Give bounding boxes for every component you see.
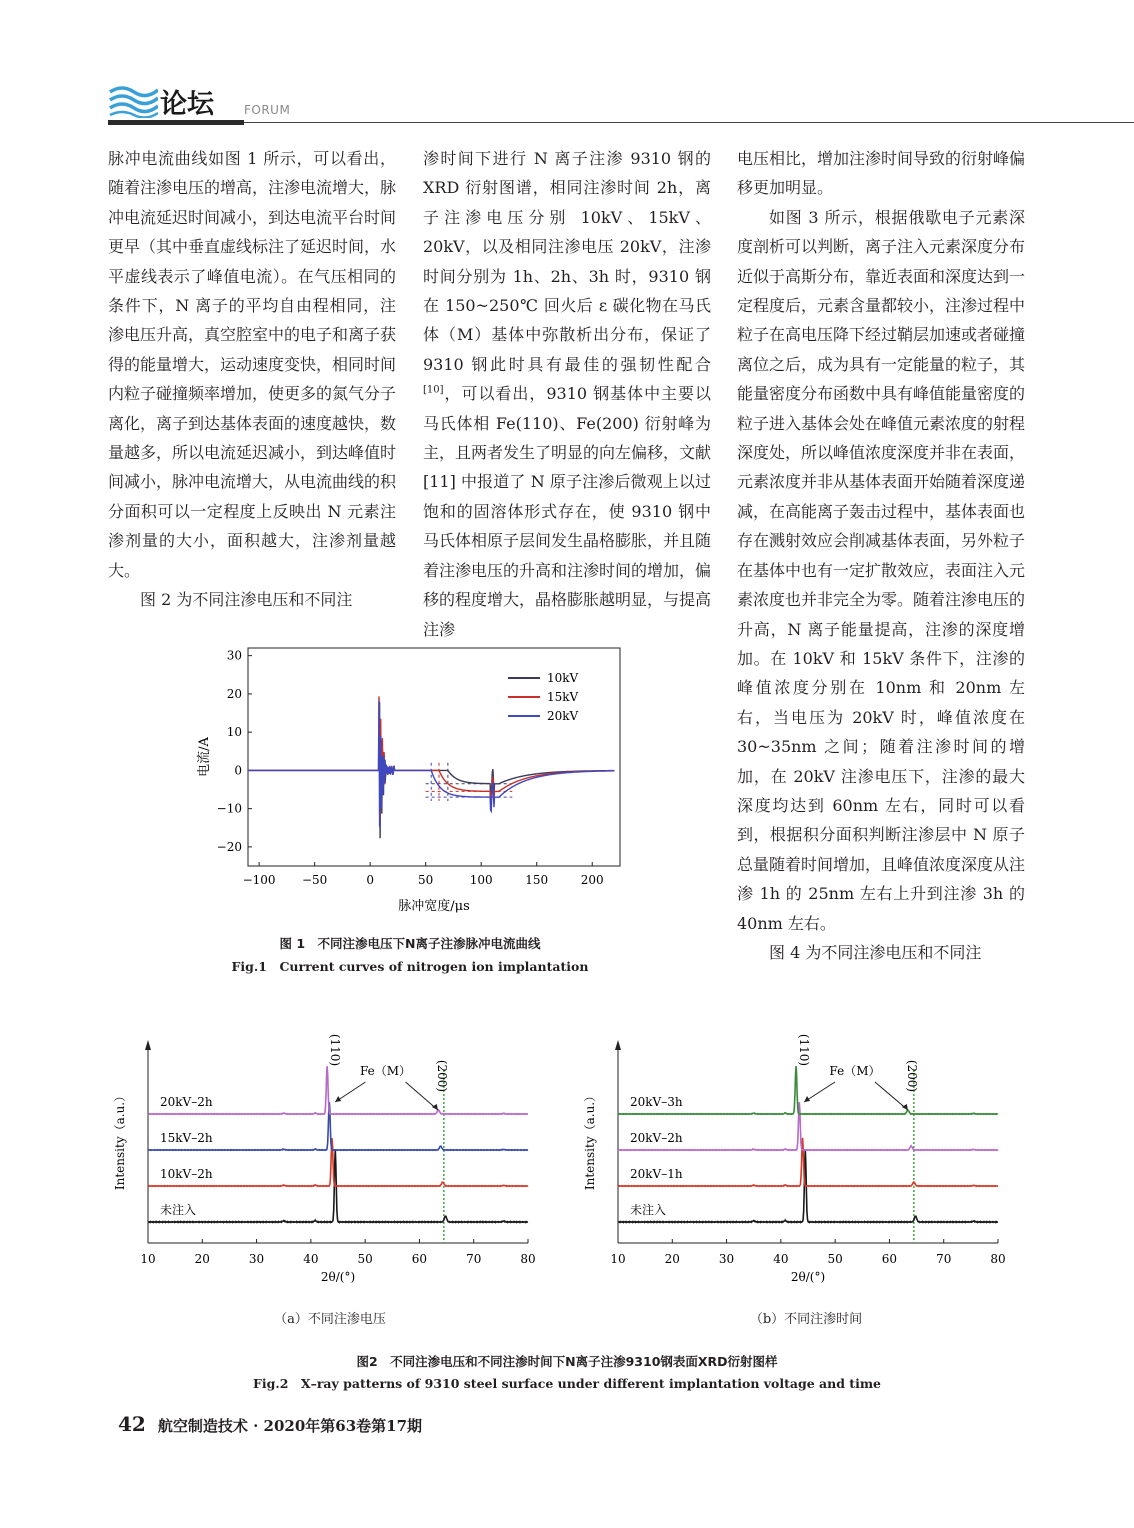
page-number: 42 bbox=[118, 1412, 146, 1436]
series-label-未注入: 未注入 bbox=[630, 1203, 667, 1217]
figure-1-current-chart bbox=[190, 638, 630, 918]
figure-2-caption-en: Fig.2 X–ray patterns of 9310 steel surface under different implantation voltage and time bbox=[252, 1376, 882, 1391]
page-footer bbox=[118, 1412, 422, 1436]
series-label-15kV–2h: 15kV–2h bbox=[160, 1131, 213, 1145]
x-tick-label: 40 bbox=[303, 1252, 319, 1266]
series-label-20kV–1h: 20kV–1h bbox=[630, 1167, 683, 1181]
section-title-en: FORUM bbox=[244, 103, 291, 117]
section-title: 论坛 bbox=[160, 89, 214, 120]
y-tick-label: 20 bbox=[226, 686, 242, 701]
y-axis-arrow-icon bbox=[145, 1040, 151, 1050]
series-label-未注入: 未注入 bbox=[160, 1203, 197, 1217]
peak-label-110: (110) bbox=[328, 1033, 343, 1067]
y-axis-label: 电流/A bbox=[197, 737, 212, 777]
citation-ref: [10] bbox=[423, 384, 444, 396]
phase-label: Fe（M） bbox=[829, 1064, 881, 1078]
y-axis-label: Intensity（a.u.） bbox=[113, 1089, 127, 1191]
arrow-line-200 bbox=[875, 1082, 908, 1110]
arrow-head-icon bbox=[902, 1104, 908, 1110]
y-tick-label: 0 bbox=[234, 763, 242, 778]
paragraph: 如图 3 所示，根据俄歇电子元素深度剖析可以判断，离子注入元素深度分布近似于高斯分布，靠近表面和深度达到一定程度后，元素含量都较小，注渗过程中粒子在高电压降下经过鞘层加速或者碰撞离位之后，成为具有一定能量的粒子，其能量密度分布函数中具有峰值能量密度的粒子进入基体会处在峰值元素浓度的射程深度处，所以峰值浓度深度并非在表面，元素浓度并非从基体表面开始随着深度递减，在高能离子轰击过程中，基体表面也存在溅射效应会削减基体表面，另外粒子在基体中也有一定扩散效应，表面注入元素浓度也并非完全为零。随着注渗电压的升高，N 离子能量提高，注渗的深度增加。在 10kV 和 15kV 条件下，注渗的峰值浓度分别在 10nm 和 20nm 左右，当电压为 20kV 时，峰值浓度在 30~35nm 之间；随着注渗时间的增加，在 20kV 注渗电压下，注渗的最大深度均达到 60nm 左右，同时可以看到，根据积分面积判断注渗层中 N 原子总量随着时间增加，且峰值浓度深度从注渗 1h 的 25nm 左右上升到注渗 3h 的 40nm 左右。 bbox=[737, 207, 1026, 933]
x-tick-label: 20 bbox=[664, 1252, 680, 1266]
paragraph: 脉冲电流曲线如图 1 所示，可以看出，随着注渗电压的增高，注渗电流增大，脉冲电流延迟时间减小，到达电流平台时间更早（其中垂直虚线标注了延迟时间，水平虚线表示了峰值电流）。在气压相同的条件下，N 离子的平均自由程相同，注渗电压升高，真空腔室中的电子和离子获得的能量增大，运动速度变快，相同时间内粒子碰撞频率增加，使更多的氮气分子离化，离子到达基体表面的速度越快，数量越多，所以电流延迟减小，到达峰值时间减小，脉冲电流增大，从电流曲线的积分面积可以一定程度上反映出 N 元素注渗剂量的大小，面积越大，注渗剂量越大。 bbox=[108, 149, 397, 580]
x-tick-label: 30 bbox=[248, 1252, 265, 1266]
peak-label-200: (200) bbox=[434, 1059, 449, 1093]
x-tick-label: 150 bbox=[525, 873, 549, 887]
y-tick-label: −10 bbox=[216, 801, 242, 816]
x-tick-label: 60 bbox=[881, 1252, 898, 1266]
x-axis-label: 2θ/(°) bbox=[790, 1270, 826, 1284]
text-column-2 bbox=[423, 144, 711, 644]
paragraph bbox=[423, 144, 711, 644]
x-tick-label: 60 bbox=[411, 1252, 428, 1266]
figure-2b-xrd-chart bbox=[578, 1030, 1018, 1288]
figure-1-caption-cn: 图 1 不同注渗电压下N离子注渗脉冲电流曲线 bbox=[279, 936, 541, 951]
x-tick-label: 70 bbox=[936, 1252, 952, 1266]
legend-label-20kV: 20kV bbox=[547, 709, 579, 723]
y-axis-label: Intensity（a.u.） bbox=[583, 1089, 597, 1191]
paragraph: 电压相比，增加注渗时间导致的衍射峰偏移更加明显。 bbox=[737, 149, 1026, 198]
x-axis-label: 2θ/(°) bbox=[320, 1270, 356, 1284]
figure-2b-subcaption: （b）不同注渗时间 bbox=[749, 1312, 863, 1327]
x-tick-label: 50 bbox=[357, 1252, 373, 1266]
x-tick-label: 30 bbox=[718, 1252, 735, 1266]
series-label-20kV–2h: 20kV–2h bbox=[160, 1095, 213, 1109]
x-tick-label: 10 bbox=[610, 1252, 626, 1266]
x-tick-label: 80 bbox=[990, 1252, 1006, 1266]
x-tick-label: 70 bbox=[466, 1252, 482, 1266]
x-tick-label: 10 bbox=[140, 1252, 156, 1266]
y-axis-arrow-icon bbox=[615, 1040, 621, 1050]
paragraph: 图 2 为不同注渗电压和不同注 bbox=[140, 590, 353, 610]
journal-info: 航空制造技术 · 2020年第63卷第17期 bbox=[157, 1417, 423, 1435]
figure-2a-xrd-chart bbox=[108, 1030, 548, 1288]
legend-label-10kV: 10kV bbox=[547, 671, 579, 685]
arrow-head-icon bbox=[432, 1104, 438, 1110]
x-axis-label: 脉冲宽度/μs bbox=[398, 899, 470, 914]
text-column-1 bbox=[108, 144, 396, 615]
x-tick-label: 0 bbox=[366, 873, 374, 887]
paragraph-text: 渗时间下进行 N 离子注渗 9310 钢的 XRD 衍射图谱，相同注渗时间 2h，离子注渗电压分别 10kV、15kV、20kV，以及相同注渗电压 20kV，注渗时间分别为 1h、2h、3h 时，9310 钢在 150~250℃ 回火后 ε 碳化物在马氏体（M）基体中弥散析出分布，保证了 9310 钢此时具有最佳的强韧性配合 bbox=[423, 149, 711, 374]
page-header bbox=[108, 78, 1134, 126]
x-tick-label: 50 bbox=[418, 873, 434, 887]
figure-1-caption-en: Fig.1 Current curves of nitrogen ion implantation bbox=[231, 959, 589, 974]
y-tick-label: 30 bbox=[226, 648, 242, 663]
figure-2a-subcaption: （a）不同注渗电压 bbox=[274, 1312, 386, 1327]
series-label-20kV–2h: 20kV–2h bbox=[630, 1131, 683, 1145]
header-rule-thin bbox=[244, 122, 1134, 123]
peak-label-200: (200) bbox=[904, 1059, 919, 1093]
text-column-3 bbox=[737, 144, 1025, 967]
phase-label: Fe（M） bbox=[359, 1064, 412, 1078]
paragraph: 图 4 为不同注渗电压和不同注 bbox=[769, 942, 982, 962]
series-label-10kV–2h: 10kV–2h bbox=[160, 1167, 213, 1181]
y-tick-label: 10 bbox=[226, 725, 242, 740]
series-label-20kV–3h: 20kV–3h bbox=[630, 1095, 683, 1109]
x-tick-label: 20 bbox=[194, 1252, 210, 1266]
y-tick-label: −20 bbox=[216, 839, 242, 854]
x-tick-label: −50 bbox=[301, 873, 328, 887]
peak-label-110: (110) bbox=[797, 1033, 812, 1067]
paragraph-text: ，可以看出，9310 钢基体中主要以马氏体相 Fe(110)、Fe(200) 衍射峰为主，且两者发生了明显的向左偏移，文献 [11] 中报道了 N 原子注渗后微观上以过饱和的固溶体形式存在，使 9310 钢中马氏体相原子层间发生晶格膨胀，并且随着注渗电压的升高和注渗时间的增加，偏移的程度增大，晶格膨胀越明显，与提高注渗 bbox=[423, 384, 712, 639]
x-tick-label: −100 bbox=[242, 873, 276, 887]
figure-2-caption-cn: 图2 不同注渗电压和不同注渗时间下N离子注渗9310钢表面XRD衍射图样 bbox=[356, 1354, 778, 1369]
waves-logo-icon bbox=[108, 82, 158, 118]
x-tick-label: 50 bbox=[827, 1252, 843, 1266]
legend-label-15kV: 15kV bbox=[547, 690, 579, 704]
x-tick-label: 80 bbox=[520, 1252, 536, 1266]
x-tick-label: 40 bbox=[773, 1252, 789, 1266]
arrow-line-200 bbox=[406, 1082, 438, 1110]
x-tick-label: 100 bbox=[469, 873, 493, 887]
header-rule-thick bbox=[108, 120, 244, 125]
x-tick-label: 200 bbox=[580, 873, 604, 887]
